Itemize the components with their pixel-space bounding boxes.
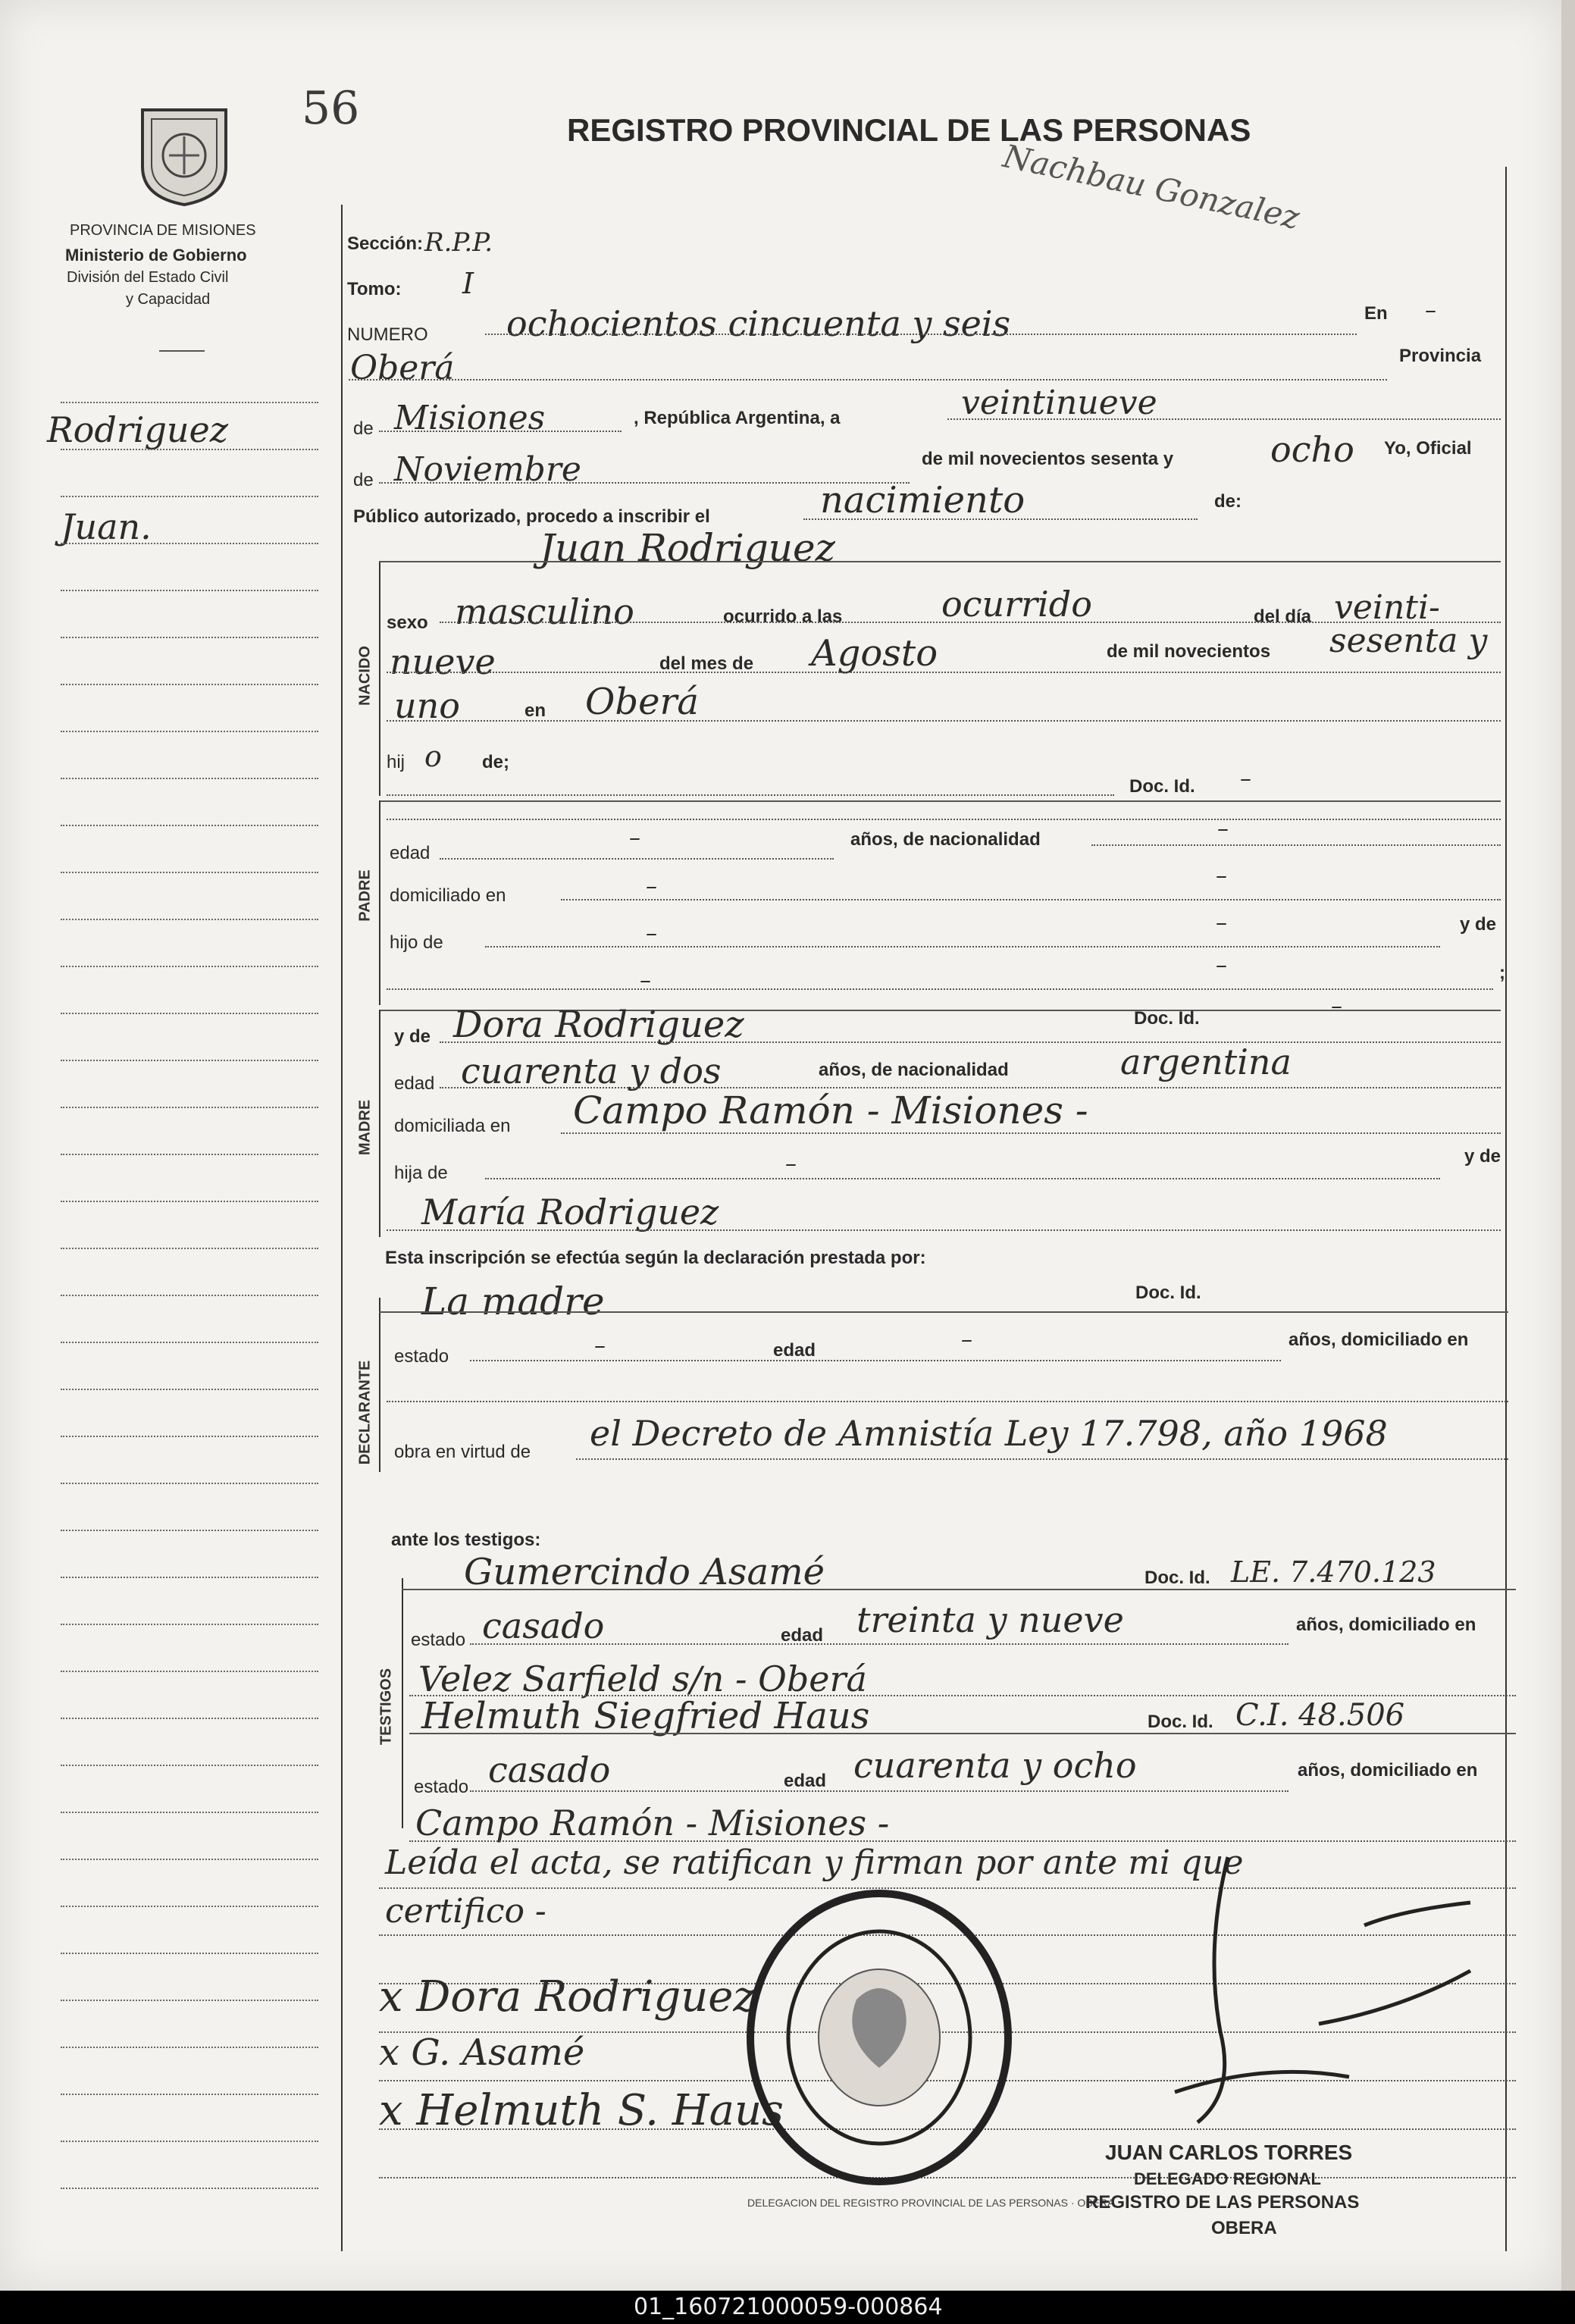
margin-ruled-line (61, 590, 318, 591)
testigo2-anos-dom-label: años, domiciliado en (1298, 1760, 1478, 1781)
margin-ruled-line (61, 1671, 318, 1672)
margin-ruled-line (61, 1107, 318, 1108)
section-label-testigos: TESTIGOS (377, 1668, 395, 1746)
margin-ruled-line (61, 778, 318, 779)
margin-ruled-line (61, 1765, 318, 1766)
testigo1-anos-dom-label: años, domiciliado en (1296, 1615, 1476, 1635)
agency-underline (159, 350, 205, 352)
madre-hija-de-value: – (785, 1151, 797, 1177)
margin-ruled-line (61, 919, 318, 920)
obra-label: obra en virtud de (394, 1442, 531, 1462)
seccion-label: Sección: (347, 233, 424, 254)
signature-haus: x Helmuth S. Haus (379, 2086, 784, 2135)
madre-nacionalidad-value: argentina (1120, 1041, 1292, 1082)
testigo1-nombre-value: Gumercindo Asamé (464, 1551, 825, 1593)
tomo-label: Tomo: (347, 279, 402, 299)
de-label: de (353, 418, 374, 439)
del-mes-label: del mes de (659, 653, 754, 674)
padre-edad-label: edad (390, 843, 431, 863)
publico-label: Público autorizado, procedo a inscribir el (353, 506, 710, 527)
declarante-edad-value: – (961, 1326, 972, 1353)
right-border (1505, 167, 1507, 2251)
testigo1-estado-value: casado (482, 1605, 605, 1646)
declarante-estado-value: – (594, 1333, 606, 1359)
lugar-value: Oberá (350, 349, 455, 387)
hij-label: hij (387, 752, 405, 772)
margin-ruled-line (61, 1624, 318, 1625)
lugar-nac-value: Oberá (585, 681, 700, 723)
margin-ruled-line (61, 1013, 318, 1014)
en-value: – (1425, 297, 1436, 324)
testigo2-edad-label: edad (784, 1771, 827, 1791)
padre-nacionalidad-value: – (1217, 816, 1229, 842)
testigo1-estado-label: estado (411, 1630, 466, 1650)
margin-ruled-line (61, 1906, 318, 1907)
sexo-label: sexo (387, 612, 428, 633)
margin-ruled-line (61, 1060, 318, 1061)
padre-y-de-value-2: – (1216, 952, 1227, 979)
margin-ruled-line (61, 872, 318, 873)
sexo-value: masculino (455, 591, 634, 632)
anio-nac-2-value: uno (394, 685, 460, 726)
testigo2-doc-value: C.I. 48.506 (1235, 1698, 1405, 1733)
margin-ruled-line (61, 1436, 318, 1437)
padre-domicilio-label: domiciliado en (390, 885, 506, 906)
republica-label: , República Argentina, a (634, 408, 841, 428)
doc-id-label-nacido: Doc. Id. (1129, 776, 1195, 797)
page-number: 56 (302, 82, 360, 135)
declarante-edad-label: edad (773, 1340, 816, 1361)
margin-ruled-line (61, 449, 318, 450)
madre-nombre-value: Dora Rodriguez (453, 1004, 744, 1046)
margin-surname: Rodriguez (47, 409, 229, 450)
margin-ruled-line (61, 2000, 318, 2001)
testigo1-edad-label: edad (781, 1625, 824, 1646)
anio-value: ocho (1270, 429, 1354, 470)
madre-hija-de-value-2: María Rodriguez (421, 1192, 719, 1232)
testigo1-domicilio-value: Velez Sarfield s/n - Oberá (418, 1658, 867, 1699)
padre-hijo-de-value-2: – (1216, 910, 1227, 936)
hora-value: ocurrido (941, 584, 1092, 625)
de-mil-label: de mil novecientos sesenta y (922, 449, 1174, 469)
margin-ruled-line (61, 1342, 318, 1343)
scan-edge (1561, 0, 1575, 2291)
cierre-line-1: Leída el acta, se ratifican y firman por ante mi que (385, 1843, 1244, 1882)
official-office: REGISTRO DE LAS PERSONAS (1085, 2192, 1360, 2213)
margin-ruled-line (61, 825, 318, 826)
margin-ruled-line (61, 966, 318, 967)
padre-bracket (379, 800, 380, 1005)
provincia-value: Misiones (394, 399, 546, 437)
signature-dora: x Dora Rodriguez (379, 1972, 756, 2022)
de-mil-nov-label: de mil novecientos (1107, 641, 1271, 662)
declarante-bracket (379, 1298, 380, 1472)
dia-nac-2-value: nueve (390, 641, 496, 682)
padre-hijo-de-label: hijo de (390, 932, 443, 953)
margin-ruled-line (61, 637, 318, 638)
madre-y-de-label-2: y de (1464, 1146, 1501, 1167)
margin-ruled-line (61, 2047, 318, 2048)
de-colon-label: de: (1214, 491, 1242, 512)
margin-ruled-line (61, 2094, 318, 2095)
page-title: REGISTRO PROVINCIAL DE LAS PERSONAS (567, 112, 1251, 148)
signature-asame: x G. Asamé (379, 2031, 585, 2074)
madre-y-de-label: y de (394, 1026, 431, 1047)
esta-inscripcion-label: Esta inscripción se efectúa según la declaración prestada por: (385, 1248, 926, 1268)
madre-edad-label: edad (394, 1073, 435, 1094)
testigos-bracket (402, 1578, 403, 1828)
en-lugar-label: en (524, 700, 546, 721)
margin-ruled-line (61, 1812, 318, 1813)
margin-ruled-line (61, 2141, 318, 2142)
agency-line-4: y Capacidad (126, 291, 211, 308)
numero-value: ochocientos cincuenta y seis (506, 303, 1011, 344)
seccion-value: R.P.P. (424, 227, 493, 258)
official-name: JUAN CARLOS TORRES (1105, 2141, 1353, 2164)
margin-ruled-line (61, 731, 318, 732)
padre-domicilio-value: – (646, 873, 657, 900)
testigo2-estado-value: casado (488, 1749, 611, 1790)
padre-y-de-value: – (640, 967, 651, 994)
testigo1-edad-value: treinta y nueve (856, 1599, 1124, 1640)
dia-value: veintinueve (961, 384, 1157, 422)
testigo2-domicilio-value: Campo Ramón - Misiones - (415, 1803, 890, 1843)
hij-suffix-value: o (424, 740, 442, 773)
acto-value: nacimiento (820, 479, 1025, 521)
testigo1-doc-label: Doc. Id. (1144, 1568, 1210, 1588)
cierre-line-2: certifico - (385, 1892, 546, 1931)
ante-testigos-label: ante los testigos: (391, 1530, 541, 1550)
numero-label: NUMERO (347, 324, 428, 345)
declarante-estado-label: estado (394, 1346, 449, 1367)
de-semi-label: de; (482, 752, 509, 772)
section-label-declarante: DECLARANTE (356, 1360, 374, 1465)
nombre-value: Juan Rodriguez (540, 526, 835, 570)
margin-ruled-line (61, 2188, 318, 2189)
padre-semicolon: ; (1499, 963, 1505, 983)
margin-ruled-line (61, 1577, 318, 1578)
ocurrido-label: ocurrido a las (723, 606, 843, 627)
official-stamp (743, 1886, 1016, 2189)
declarante-nombre-value: La madre (421, 1279, 605, 1323)
yo-oficial-label: Yo, Oficial (1384, 438, 1472, 459)
de-label-2: de (353, 470, 374, 490)
stamp-text: DELEGACION DEL REGISTRO PROVINCIAL DE LAS PERSONAS · OBERA (747, 2197, 1115, 2209)
official-title: DELEGADO REGIONAL (1134, 2169, 1321, 2188)
margin-ruled-line (61, 543, 318, 544)
margin-ruled-line (61, 1530, 318, 1531)
official-city: OBERA (1211, 2218, 1277, 2238)
obra-value: el Decreto de Amnistía Ley 17.798, año 1968 (590, 1413, 1388, 1454)
tomo-value: I (462, 267, 474, 300)
nacido-bracket (379, 561, 380, 796)
top-signature: Nachbau Gonzalez (1000, 137, 1303, 236)
agency-line-2: Ministerio de Gobierno (65, 246, 247, 265)
province-seal (135, 102, 233, 208)
padre-domicilio-value-2: – (1216, 863, 1227, 889)
testigo2-doc-label: Doc. Id. (1148, 1712, 1213, 1732)
del-dia-label: del día (1254, 606, 1312, 627)
padre-hijo-de-value: – (646, 920, 657, 947)
madre-domicilio-value: Campo Ramón - Misiones - (573, 1088, 1088, 1132)
declarante-doc-id-label: Doc. Id. (1135, 1283, 1201, 1303)
margin-ruled-line (61, 1389, 318, 1390)
margin-ruled-line (61, 1953, 318, 1954)
agency-line-1: PROVINCIA DE MISIONES (70, 222, 256, 239)
margin-ruled-line (61, 1201, 318, 1202)
madre-doc-id-value: – (1331, 993, 1342, 1019)
testigo2-edad-value: cuarenta y ocho (853, 1745, 1137, 1786)
agency-line-3: División del Estado Civil (67, 269, 229, 286)
testigo2-nombre-value: Helmuth Siegfried Haus (421, 1695, 870, 1737)
en-label: En (1364, 303, 1388, 324)
margin-ruled-line (61, 1483, 318, 1484)
footer-code: 01_160721000059-000864 (634, 2294, 943, 2320)
margin-ruled-line (61, 402, 318, 403)
madre-bracket (379, 1010, 380, 1237)
doc-id-value-nacido: – (1240, 766, 1251, 792)
margin-ruled-line (61, 1295, 318, 1296)
padre-edad-value: – (629, 825, 640, 851)
mes-value: Noviembre (394, 450, 581, 489)
anio-nac-1-value: sesenta y (1329, 622, 1488, 660)
margin-ruled-line (61, 1718, 318, 1719)
dia-nac-1-value: veinti- (1334, 588, 1440, 627)
section-label-madre: MADRE (356, 1099, 374, 1156)
footer-bar (0, 2291, 1575, 2324)
madre-domicilio-label: domiciliada en (394, 1116, 511, 1136)
madre-anos-nac-label: años, de nacionalidad (819, 1060, 1009, 1080)
provincia-label: Provincia (1399, 346, 1482, 366)
official-signature-scribble (1152, 1834, 1486, 2138)
margin-ruled-line (61, 1859, 318, 1860)
padre-y-de-label: y de (1460, 914, 1497, 935)
margin-ruled-line (61, 1154, 318, 1155)
section-label-padre: PADRE (356, 869, 374, 922)
margin-divider (341, 205, 343, 2251)
testigo1-doc-value: LE. 7.470.123 (1231, 1555, 1436, 1589)
margin-ruled-line (61, 1248, 318, 1249)
testigo2-estado-label: estado (414, 1777, 469, 1797)
padre-anos-nac-label: años, de nacionalidad (850, 829, 1041, 850)
section-label-nacido: NACIDO (356, 646, 374, 706)
margin-ruled-line (61, 684, 318, 685)
declarante-anos-dom-label: años, domiciliado en (1288, 1330, 1469, 1350)
madre-doc-id-label: Doc. Id. (1134, 1008, 1200, 1029)
madre-edad-value: cuarenta y dos (461, 1051, 722, 1092)
margin-given-name: Juan. (61, 506, 152, 547)
madre-hija-de-label: hija de (394, 1163, 448, 1183)
mes-nac-value: Agosto (811, 632, 938, 675)
margin-ruled-line (61, 496, 318, 497)
